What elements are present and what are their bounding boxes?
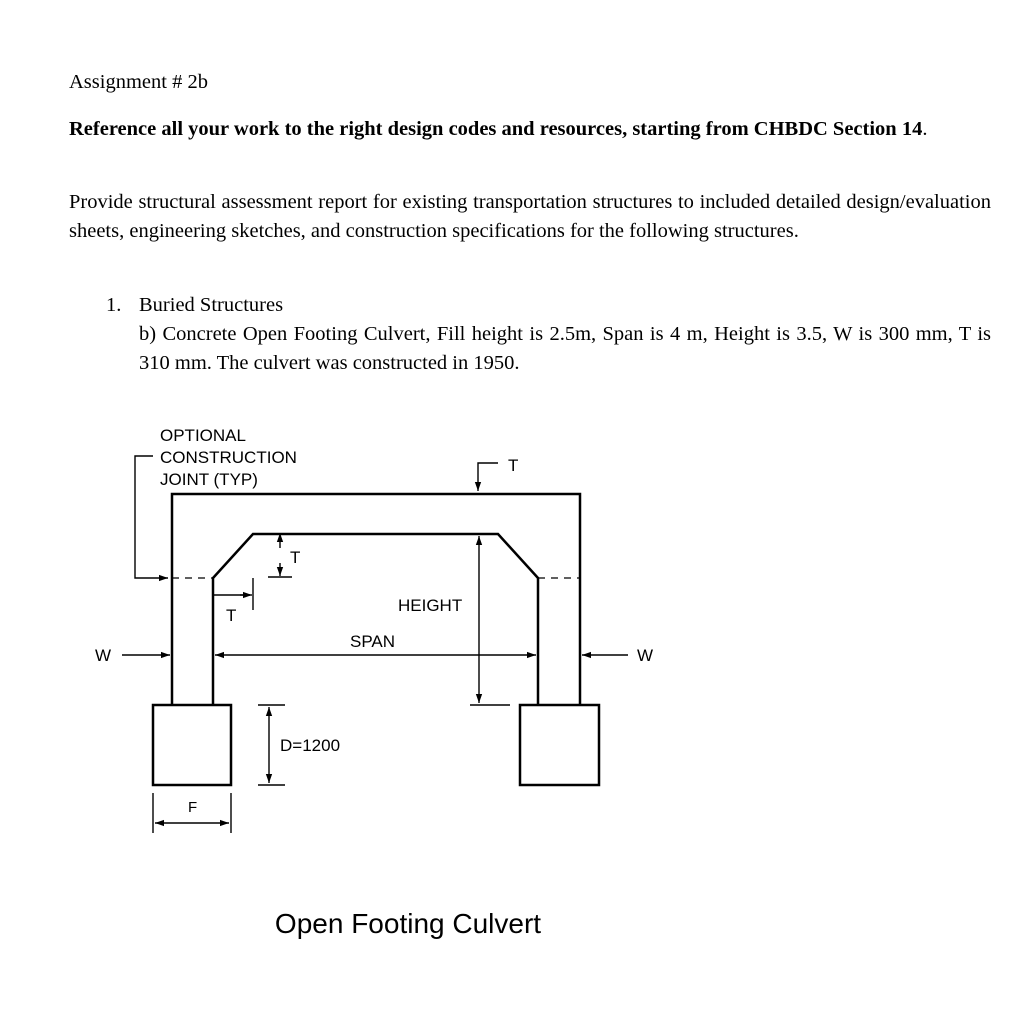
culvert-outer-outline	[172, 494, 580, 705]
construction-label: CONSTRUCTION	[160, 448, 297, 467]
f-label: F	[188, 799, 198, 816]
left-footing	[153, 705, 231, 785]
reference-period: .	[922, 118, 928, 140]
list-item-description: b) Concrete Open Footing Culvert, Fill height is 2.5m, Span is 4 m, Height is 3.5, W is 300 mm, T is 310 mm. The culvert was constructed in 1950.	[139, 323, 991, 374]
list-item-title: Buried Structures	[139, 294, 284, 316]
intro-paragraph: Provide structural assessment report for existing transportation structures to included detailed design/evaluation sheets, engineering sketches, and construction specifications for the following structures.	[69, 191, 991, 242]
span-label: SPAN	[350, 632, 396, 651]
w-right-label: W	[637, 646, 654, 665]
depth-label: D=1200	[280, 736, 341, 755]
height-label: HEIGHT	[398, 596, 463, 615]
t-top-label: T	[508, 456, 519, 475]
optional-label: OPTIONAL	[160, 426, 246, 445]
t-haunch-h-label: T	[226, 606, 237, 625]
diagram-caption: Open Footing Culvert	[274, 908, 542, 939]
assignment-title: Assignment # 2b	[69, 71, 208, 93]
list-number: 1.	[106, 294, 122, 316]
t-haunch-v-label: T	[290, 548, 301, 567]
right-footing	[520, 705, 599, 785]
joint-typ-label: JOINT (TYP)	[160, 470, 258, 489]
culvert-inner-outline	[213, 534, 538, 705]
list-item	[139, 291, 991, 378]
w-left-label: W	[95, 646, 112, 665]
reference-instruction	[69, 115, 991, 144]
t-top-leader	[478, 463, 498, 491]
culvert-diagram	[0, 400, 816, 900]
reference-text: Reference all your work to the right design codes and resources, starting from CHBDC Section 14	[69, 118, 923, 140]
